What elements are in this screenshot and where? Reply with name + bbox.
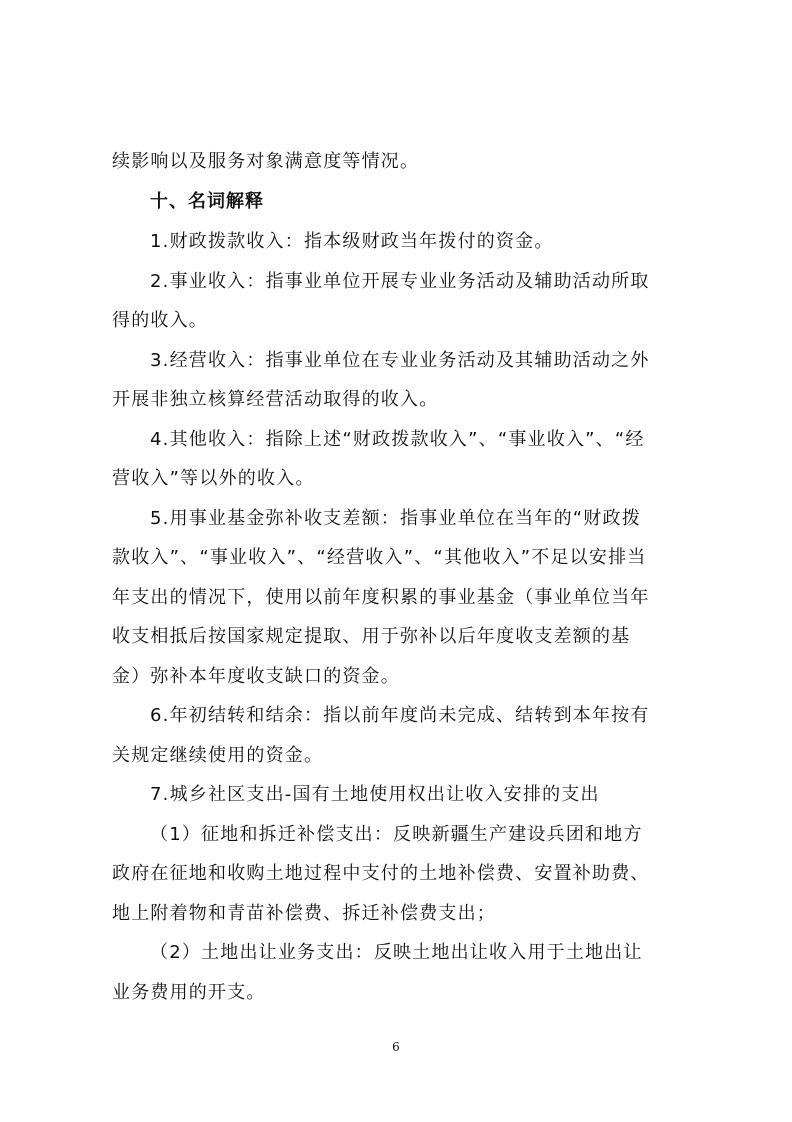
definition-5-line-2: 款收入”、“事业收入”、“经营收入”、“其他收入”不足以安排当 xyxy=(112,547,647,568)
definition-1-line-1: 1.财政拨款收入：指本级财政当年拨付的资金。 xyxy=(150,231,554,252)
definition-7-item-2-line-1: （2）土地出让业务支出：反映土地出让收入用于土地出让 xyxy=(150,942,643,963)
definition-7-item-1-line-1: （1）征地和拆迁补偿支出：反映新疆生产建设兵团和地方 xyxy=(150,824,643,845)
definition-7-title: 7.城乡社区支出-国有土地使用权出让收入安排的支出 xyxy=(150,784,600,805)
definition-5-line-4: 收支相抵后按国家规定提取、用于弥补以后年度收支差额的基 xyxy=(112,626,631,647)
definition-4-line-2: 营收入”等以外的收入。 xyxy=(112,468,315,489)
definition-7-item-1-line-2: 政府在征地和收购土地过程中支付的土地补偿费、安置补助费、 xyxy=(112,863,650,884)
definition-5-line-1: 5.用事业基金弥补收支差额：指事业单位在当年的“财政拨 xyxy=(150,508,641,529)
definition-7-item-2-line-2: 业务费用的开支。 xyxy=(112,982,266,1003)
definition-7-item-1-line-3: 地上附着物和青苗补偿费、拆迁补偿费支出； xyxy=(112,903,496,924)
definition-6-line-2: 关规定继续使用的资金。 xyxy=(112,745,324,766)
page-number: 6 xyxy=(392,1040,400,1054)
definition-2-line-2: 得的收入。 xyxy=(112,310,208,331)
paragraph-continuation-line: 续影响以及服务对象满意度等情况。 xyxy=(112,151,420,172)
definition-2-line-1: 2.事业收入：指事业单位开展专业业务活动及辅助活动所取 xyxy=(150,271,650,292)
definition-5-line-5: 金）弥补本年度收支缺口的资金。 xyxy=(112,666,400,687)
definition-6-line-1: 6.年初结转和结余：指以前年度尚未完成、结转到本年按有 xyxy=(150,705,650,726)
definition-4-line-1: 4.其他收入：指除上述“财政拨款收入”、“事业收入”、“经 xyxy=(150,429,645,450)
definition-5-line-3: 年支出的情况下，使用以前年度积累的事业基金（事业单位当年 xyxy=(112,587,650,608)
definition-3-line-1: 3.经营收入：指事业单位在专业业务活动及其辅助活动之外 xyxy=(150,350,650,371)
section-heading: 十、名词解释 xyxy=(150,191,264,212)
definition-3-line-2: 开展非独立核算经营活动取得的收入。 xyxy=(112,389,439,410)
